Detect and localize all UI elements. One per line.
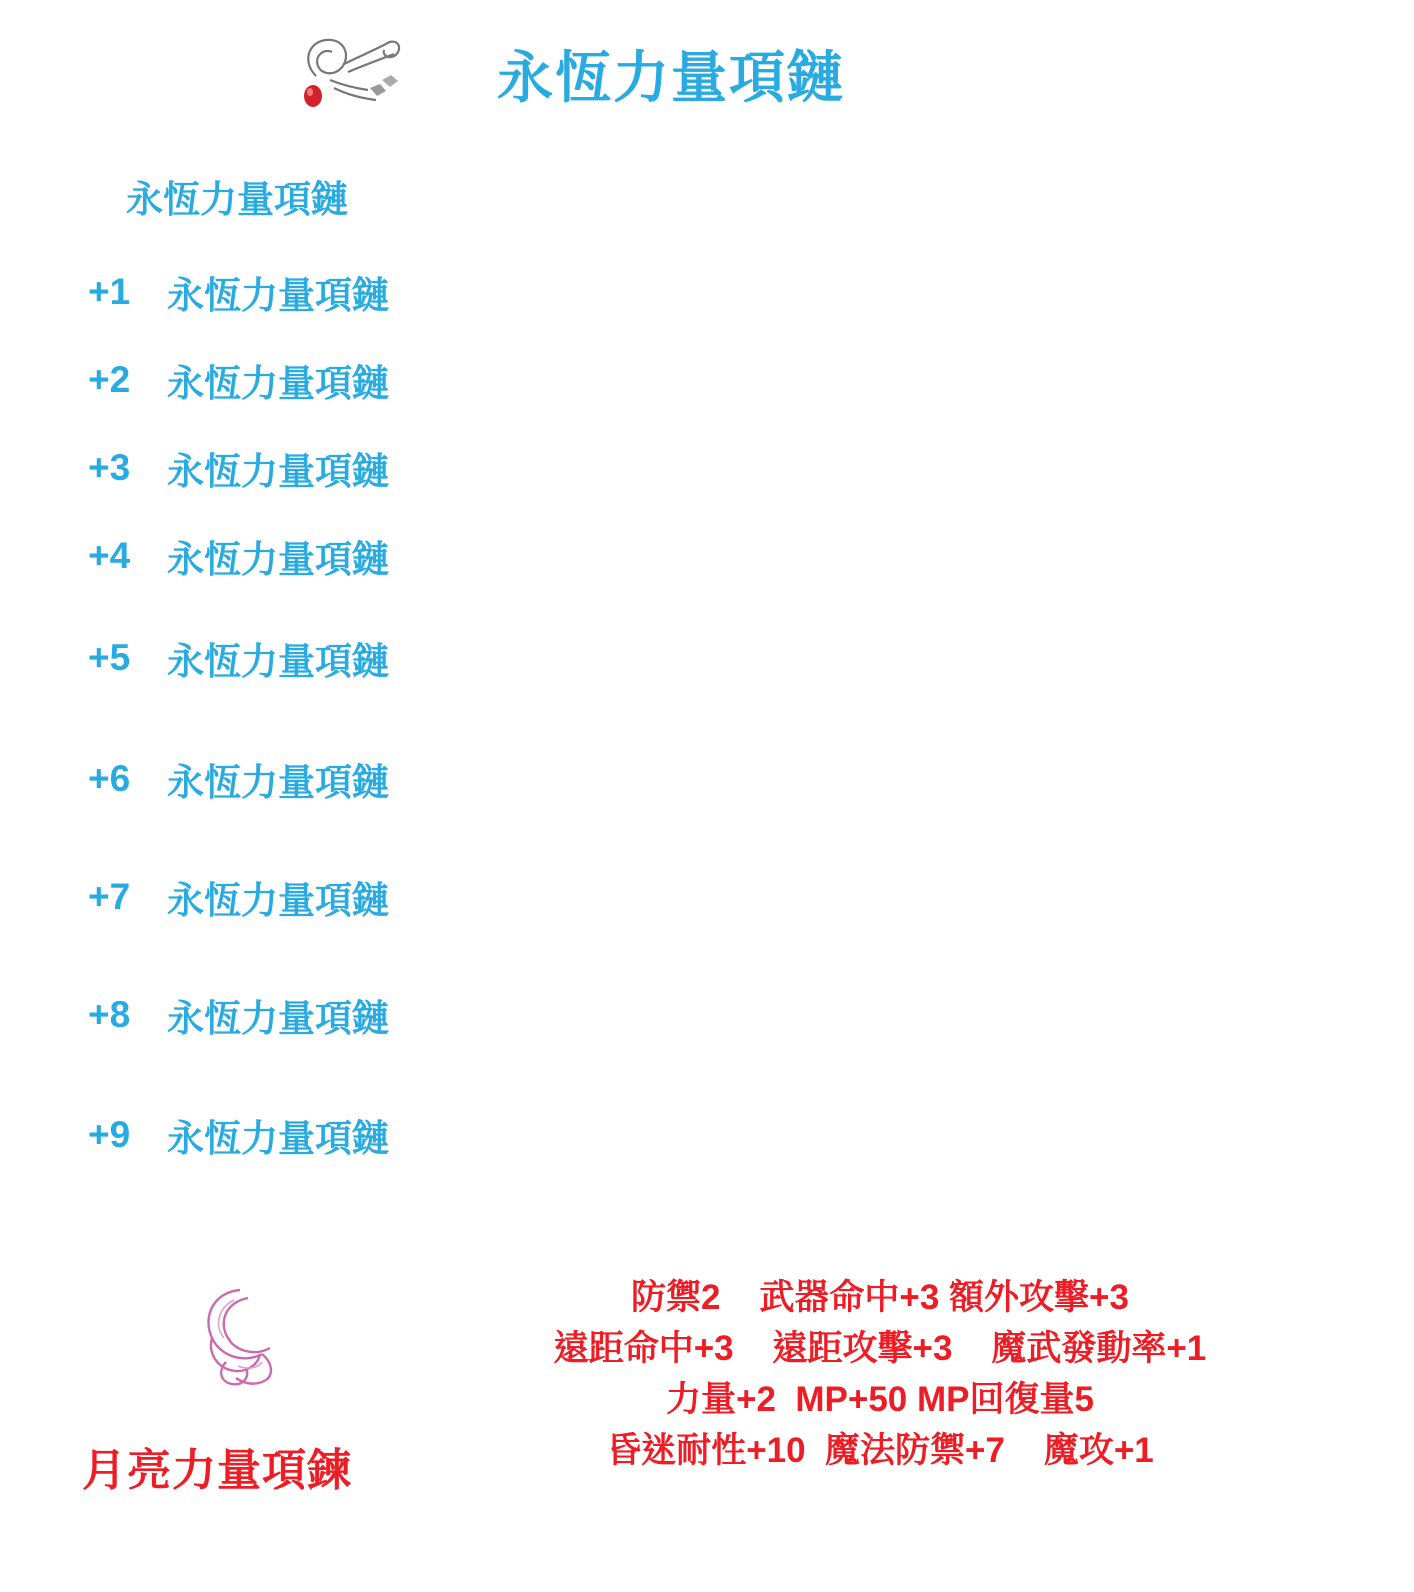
page-title: 永恆力量項鏈 bbox=[497, 46, 845, 109]
stat-line: 防禦2 武器命中+3 額外攻擊+3 bbox=[631, 1278, 1129, 1317]
list-item[interactable] bbox=[0, 735, 560, 823]
moon-necklace-icon bbox=[178, 1270, 318, 1400]
upgrade-list bbox=[0, 150, 560, 1179]
stat-line: 遠距命中+3 遠距攻擊+3 魔武發動率+1 bbox=[553, 1329, 1207, 1368]
stat-line: 力量+2 MP+50 MP回復量5 bbox=[666, 1380, 1094, 1419]
stat-line: 昏迷耐性+10 魔法防禦+7 魔攻+1 bbox=[606, 1431, 1154, 1470]
list-item[interactable] bbox=[0, 614, 560, 702]
item-stats bbox=[430, 1272, 1330, 1476]
item-header bbox=[0, 0, 1414, 140]
moon-necklace-section bbox=[0, 1252, 1414, 1582]
list-item[interactable] bbox=[0, 853, 560, 941]
necklace-icon bbox=[286, 18, 416, 128]
upgrade-name: 永恆力量項鏈 bbox=[167, 1118, 389, 1159]
upgrade-name: 永恆力量項鏈 bbox=[167, 880, 389, 921]
upgrade-level: +8 bbox=[88, 994, 131, 1035]
upgrade-level: +4 bbox=[88, 535, 131, 576]
upgrade-name: 永恆力量項鏈 bbox=[167, 998, 389, 1039]
list-item[interactable] bbox=[0, 150, 560, 242]
upgrade-level: +9 bbox=[88, 1114, 131, 1155]
upgrade-level: +3 bbox=[88, 447, 131, 488]
list-item[interactable] bbox=[0, 248, 560, 336]
upgrade-level: +5 bbox=[88, 637, 131, 678]
list-item[interactable] bbox=[0, 512, 560, 600]
list-item[interactable] bbox=[0, 336, 560, 424]
upgrade-level: +1 bbox=[88, 271, 131, 312]
upgrade-name: 永恆力量項鏈 bbox=[126, 179, 348, 220]
upgrade-level: +2 bbox=[88, 359, 131, 400]
list-item[interactable] bbox=[0, 971, 560, 1059]
item-name: 月亮力量項鍊 bbox=[82, 1446, 352, 1495]
upgrade-level: +7 bbox=[88, 876, 131, 917]
upgrade-name: 永恆力量項鏈 bbox=[167, 539, 389, 580]
upgrade-name: 永恆力量項鏈 bbox=[167, 641, 389, 682]
upgrade-name: 永恆力量項鏈 bbox=[167, 762, 389, 803]
upgrade-name: 永恆力量項鏈 bbox=[167, 451, 389, 492]
list-item[interactable] bbox=[0, 1091, 560, 1179]
upgrade-name: 永恆力量項鏈 bbox=[167, 275, 389, 316]
upgrade-name: 永恆力量項鏈 bbox=[167, 363, 389, 404]
upgrade-level: +6 bbox=[88, 758, 131, 799]
list-item[interactable] bbox=[0, 424, 560, 512]
